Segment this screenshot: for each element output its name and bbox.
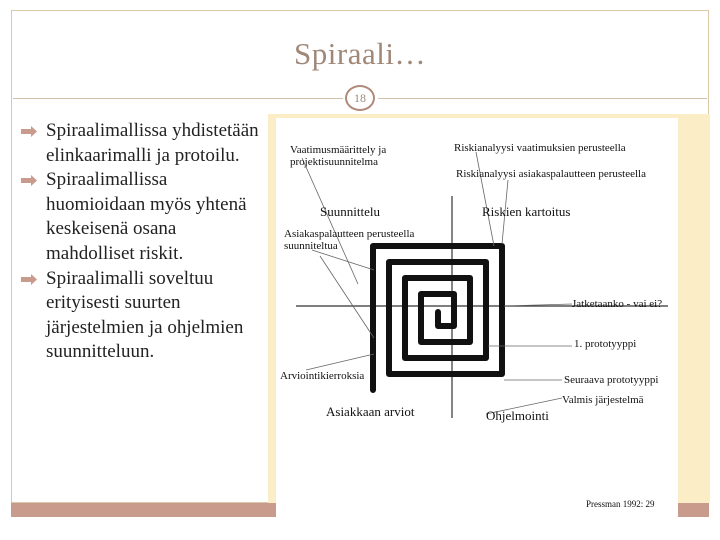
title-divider-right [378, 98, 707, 99]
quadrant-bottom-left: Asiakkaan arviot [326, 404, 415, 419]
pointer-line [306, 354, 374, 370]
bullet-list [18, 119, 268, 365]
pointer-line [476, 152, 494, 246]
bullet-text: Spiraalimalli soveltuu erityisesti suurten järjestelmien ja ohjelmien suunnitteluun. [46, 267, 244, 363]
figure-source: Pressman 1992: 29 [586, 499, 655, 509]
label-prototype-1: 1. prototyyppi [574, 338, 637, 350]
pointer-line [312, 250, 374, 270]
slide-title: Spiraali… [294, 36, 426, 71]
bullet-text: Spiraalimallissa yhdistetään elinkaarimalli ja protoilu. [46, 120, 259, 166]
bullet-item [18, 267, 268, 365]
bullet-text: Spiraalimallissa huomioidaan myös yhtenä keskeisenä osana mahdolliset riskit. [46, 169, 247, 264]
pointer-line [302, 158, 358, 284]
label-evaluation-rounds: Arviointikierroksia [280, 370, 365, 382]
bullet-arrow-icon [20, 175, 38, 186]
slide-number-label: 18 [354, 90, 366, 105]
label-next-prototype: Seuraava prototyyppi [564, 374, 659, 386]
label-continue: Jatketaanko - vai ei? [572, 298, 663, 310]
label-finished-system: Valmis järjestelmä [562, 394, 644, 406]
spiral-path [373, 246, 502, 390]
label-customer-feedback-planning: Asiakaspalautteen perusteella suunniteltua [284, 228, 415, 252]
quadrant-top-left: Suunnittelu [320, 204, 380, 219]
label-risk-feedback: Riskianalyysi asiakaspalautteen perusteella [456, 168, 646, 180]
slide-number [345, 85, 375, 111]
bullet-item [18, 119, 268, 168]
spiral-model-figure [276, 118, 678, 518]
title-divider-left [13, 98, 343, 99]
label-requirements: Vaatimusmäärittely ja projektisuunnitelma [290, 144, 387, 168]
bullet-arrow-icon [20, 126, 38, 137]
pointer-line [320, 256, 374, 338]
bullet-item [18, 168, 268, 266]
bullet-arrow-icon [20, 274, 38, 285]
quadrant-top-right: Riskien kartoitus [482, 204, 571, 219]
label-risk-requirements: Riskianalyysi vaatimuksien perusteella [454, 142, 626, 154]
quadrant-bottom-right: Ohjelmointi [486, 408, 549, 423]
